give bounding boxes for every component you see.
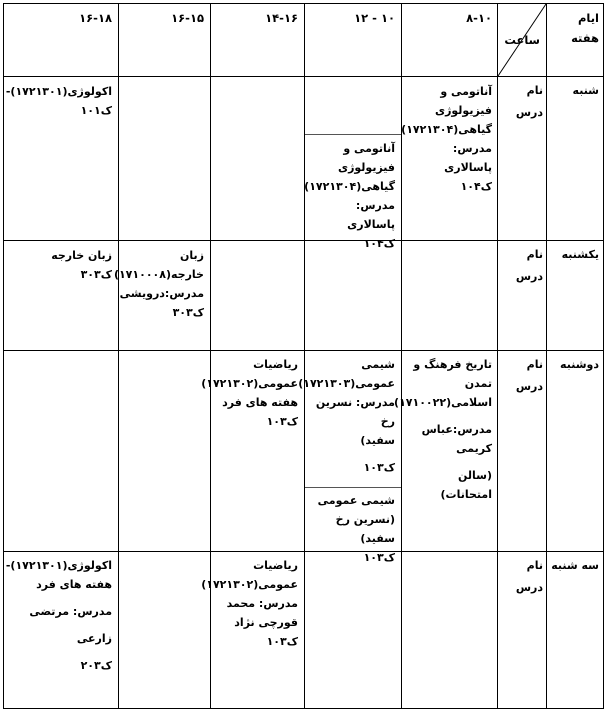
day-tuesday: سه شنبه bbox=[551, 559, 599, 572]
column-divider bbox=[118, 3, 119, 709]
header-slot-2: ۱۰ - ۱۲ bbox=[354, 11, 395, 25]
course-cell: ریاضیات عمومی(۱۷۲۱۳۰۲) هفته های فرد ک۱۰۳ bbox=[201, 358, 298, 428]
cell-split-line bbox=[305, 487, 401, 488]
course-cell: اکولوژی(۱۷۲۱۳۰۱)- ک۱۰۱ bbox=[5, 85, 112, 117]
header-slot-4: ۱۶-۱۵ bbox=[171, 11, 204, 25]
course-cell: شیمی عمومی(۱۷۲۱۳۰۳) مدرس: نسرین رخ سفید) ک۱۰۳ bbox=[298, 358, 395, 474]
column-divider bbox=[401, 3, 402, 709]
header-slot-1: ۸-۱۰ bbox=[466, 11, 492, 25]
row-label: نام درس bbox=[515, 248, 543, 283]
header-slot-3: ۱۴-۱۶ bbox=[265, 11, 298, 25]
course-cell: آناتومی و فیزیولوژی گیاهی(۱۷۲۱۳۰۴) مدرس: پاسالاری ک۱۰۴ bbox=[304, 142, 395, 250]
course-cell: اکولوژی(۱۷۲۱۳۰۱)- هفته های فرد مدرس: مرتضی زارعی ک۲۰۳ bbox=[5, 559, 112, 672]
header-slot-5: ۱۶-۱۸ bbox=[79, 11, 112, 25]
header-days-cell: ایام هفته bbox=[571, 11, 599, 45]
course-cell: ریاضیات عمومی(۱۷۲۱۳۰۲) مدرس: محمد قورچی نژاد ک۱۰۳ bbox=[201, 559, 298, 648]
column-divider bbox=[497, 3, 498, 709]
course-cell: زبان خارجه ک۳۰۳ bbox=[51, 249, 112, 281]
day-saturday: شنبه bbox=[572, 84, 599, 97]
row-label: نام درس bbox=[515, 559, 543, 594]
course-cell: شیمی عمومی (نسرین رخ سفید) ک۱۰۳ bbox=[317, 494, 395, 564]
row-label: نام درس bbox=[515, 84, 543, 119]
day-monday: دوشنبه bbox=[560, 358, 599, 371]
course-cell: زبان خارجه(۱۷۱۰۰۰۸) مدرس:درویشی ک۳۰۳ bbox=[113, 249, 204, 319]
row-label: نام درس bbox=[515, 358, 543, 393]
course-cell: آناتومی و فیزیولوژی گیاهی(۱۷۲۱۳۰۴) مدرس: پاسالاری ک۱۰۴ bbox=[401, 85, 492, 193]
course-cell: تاریخ فرهنگ و تمدن اسلامی(۱۷۱۰۰۲۲) مدرس:عباس کریمی (سالن امتحانات) bbox=[394, 358, 492, 501]
column-divider bbox=[304, 3, 305, 709]
cell-split-line bbox=[305, 134, 401, 135]
day-sunday: یکشنبه bbox=[561, 248, 599, 261]
header-time-label: ساعت bbox=[504, 33, 540, 47]
column-divider bbox=[546, 3, 547, 709]
table-border-right bbox=[603, 3, 604, 709]
